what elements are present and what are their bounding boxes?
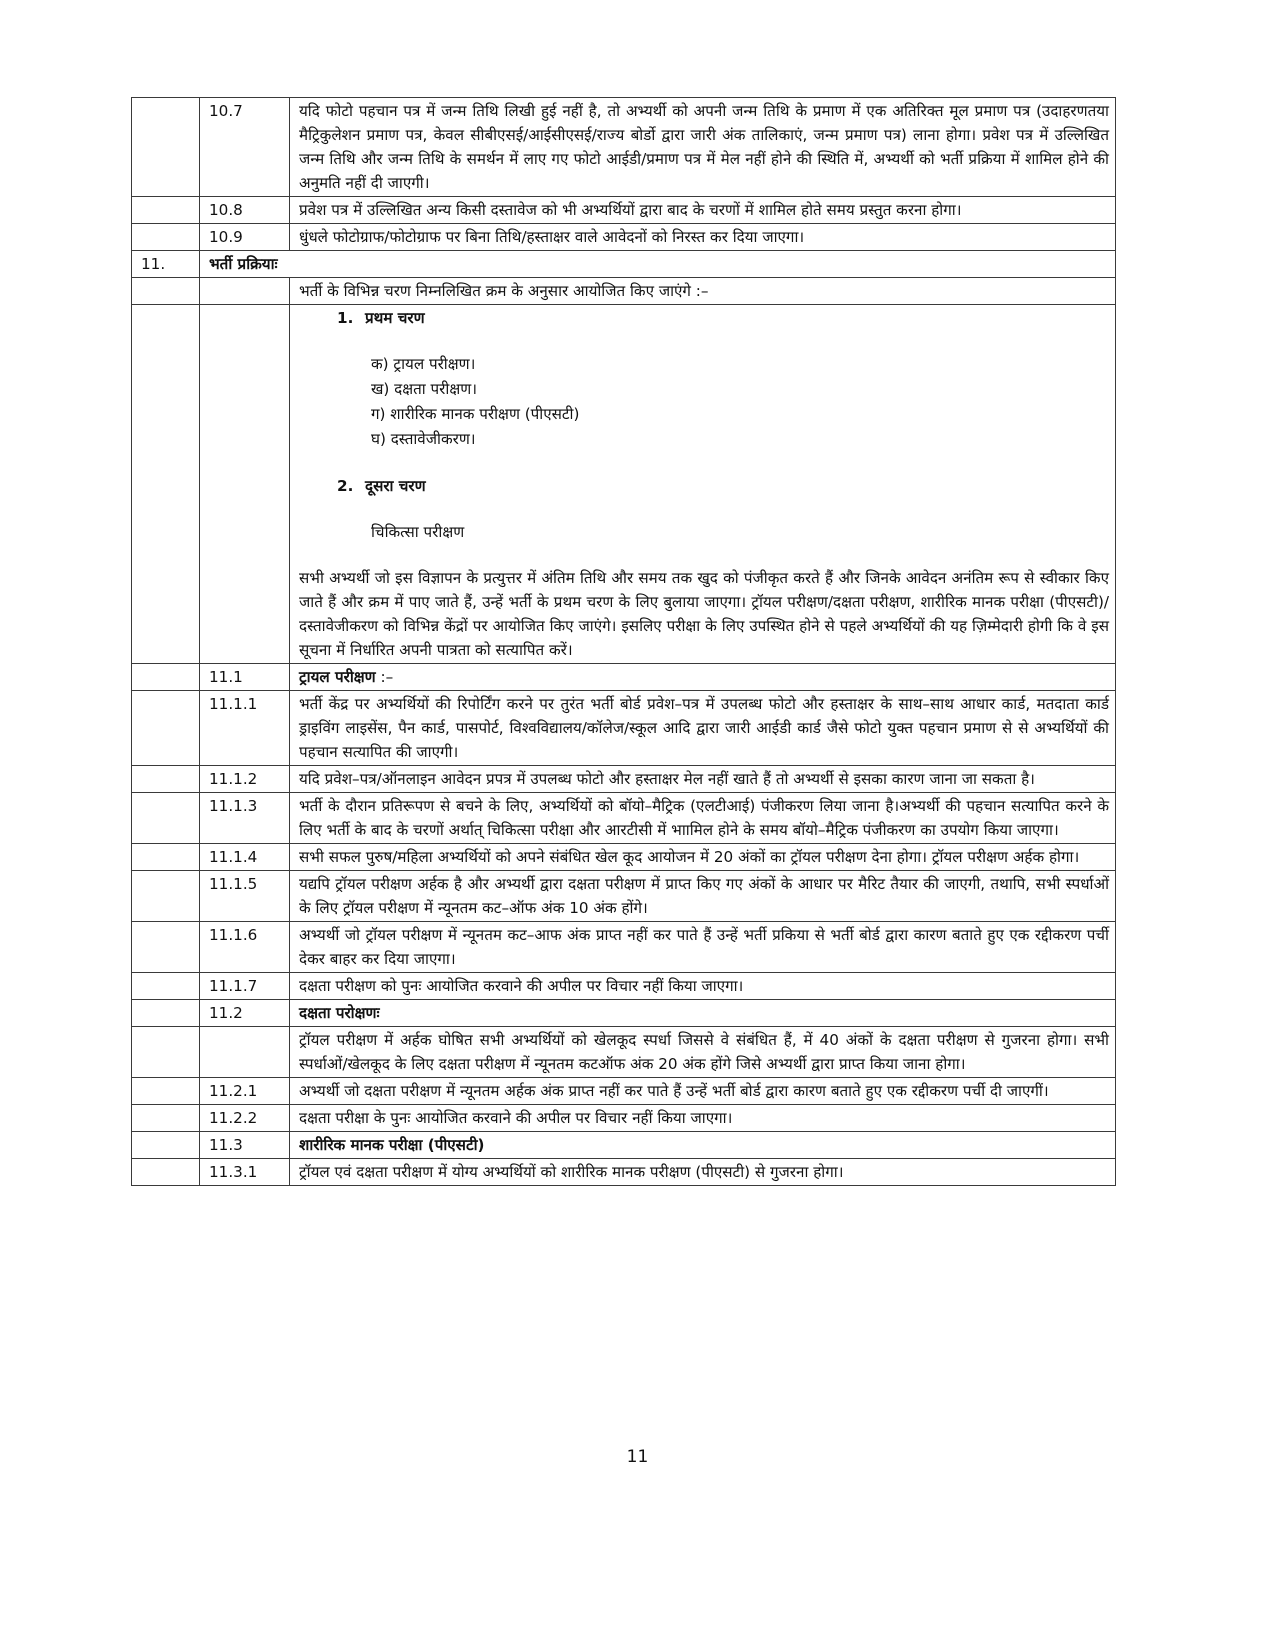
phase-1-title [337, 306, 1109, 330]
clause-number: 11.1.3 [200, 793, 290, 844]
phases-cell [290, 305, 1116, 664]
phase-2-title [337, 474, 1109, 498]
clause-number: 11.1.2 [200, 766, 290, 793]
section-cell [132, 1159, 200, 1186]
clause-number: 10.7 [200, 98, 290, 197]
clause-title-suffix: :– [375, 668, 394, 686]
table-row [132, 793, 1116, 844]
table-row [132, 766, 1116, 793]
section-cell [132, 844, 200, 871]
section-title: भर्ती प्रक्रियाः [200, 251, 1116, 278]
clause-number: 11.1.1 [200, 691, 290, 766]
clause-text: यद्यपि ट्रॉयल परीक्षण अर्हक है और अभ्यर्थी द्वारा दक्षता परीक्षण में प्राप्त किए गए अंकों के आधार पर मैरिट तैयार की जाएगी, तथापि, सभी स्पर्धाओं के लिए ट्रॉयल परीक्षण में न्यूनतम कट–ऑफ अंक 10 अंक होंगे। [290, 871, 1116, 922]
clause-number: 11.3.1 [200, 1159, 290, 1186]
list-item: ग) शारीरिक मानक परीक्षण (पीएसटी) [371, 405, 580, 423]
clause-text: ट्रॉयल एवं दक्षता परीक्षण में योग्य अभ्यर्थियों को शारीरिक मानक परीक्षण (पीएसटी) से गुजरना होगा। [290, 1159, 1116, 1186]
clause-heading [290, 664, 1116, 691]
clause-number [200, 278, 290, 305]
section-cell [132, 1105, 200, 1132]
table-row [132, 1159, 1116, 1186]
clause-title: शारीरिक मानक परीक्षा (पीएसटी) [290, 1132, 1116, 1159]
clause-number [200, 305, 290, 664]
table-row [132, 844, 1116, 871]
clause-text: भर्ती के विभिन्न चरण निम्नलिखित क्रम के अनुसार आयोजित किए जाएंगे :– [290, 278, 1116, 305]
phase-2-number: 2. [337, 477, 354, 495]
clause-text: यदि फोटो पहचान पत्र में जन्म तिथि लिखी हुई नहीं है, तो अभ्यर्थी को अपनी जन्म तिथि के प्रमाण में एक अतिरिक्त मूल प्रमाण पत्र (उदाहरणतया मैट्रिकुलेशन प्रमाण पत्र, केवल सीबीएसई/आईसीएसई/राज्य बोर्डो द्वारा जारी अंक तालिकाएं, जन्म प्रमाण पत्र) लाना होगा। प्रवेश पत्र में उल्लिखित जन्म तिथि और जन्म तिथि के समर्थन में लाए गए फोटो आईडी/प्रमाण पत्र में मेल नहीं होने की स्थिति में, अभ्यर्थी को भर्ती प्रक्रिया में शामिल होने की अनुमति नहीं दी जाएगी। [290, 98, 1116, 197]
clause-text: भर्ती के दौरान प्रतिरूपण से बचने के लिए, अभ्यर्थियों को बॉयो–मैट्रिक (एलटीआई) पंजीकरण लिया जाना है।अभ्यर्थी की पहचान सत्यापित करने के लिए भर्ती के बाद के चरणों अर्थात् चिकित्सा परीक्षा और आरटीसी में भाामिल होने के समय बॉयो–मैट्रिक पंजीकरण का उपयोग किया जाएगा। [290, 793, 1116, 844]
table-row [132, 98, 1116, 197]
table-row [132, 1000, 1116, 1027]
list-item: ख) दक्षता परीक्षण। [371, 380, 477, 398]
clause-number: 11.3 [200, 1132, 290, 1159]
clause-number [200, 1027, 290, 1078]
table-row [132, 224, 1116, 251]
table-row [132, 691, 1116, 766]
clause-title: ट्रायल परीक्षण [299, 668, 376, 686]
clause-text: अभ्यर्थी जो ट्रॉयल परीक्षण में न्यूनतम कट–आफ अंक प्राप्त नहीं कर पाते हैं उन्हें भर्ती प्रकिया से भर्ती बोर्ड द्वारा कारण बताते हुए एक रद्दीकरण पर्ची देकर बाहर कर दिया जाएगा। [290, 922, 1116, 973]
section-cell [132, 1132, 200, 1159]
section-cell [132, 1027, 200, 1078]
phase-1-label: प्रथम चरण [365, 309, 425, 327]
clause-text: भर्ती केंद्र पर अभ्यर्थियों की रिपोर्टिंग करने पर तुरंत भर्ती बोर्ड प्रवेश–पत्र में उपलब्ध फोटो और हस्ताक्षर के साथ–साथ आधार कार्ड, मतदाता कार्ड ड्राइविंग लाइसेंस, पैन कार्ड, पासपोर्ट, विश्वविद्यालय/कॉलेज/स्कूल आदि द्वारा जारी आईडी कार्ड जैसे फोटो युक्त पहचान प्रमाण से से अभ्यर्थियों की पहचान सत्यापित की जाएगी। [290, 691, 1116, 766]
section-cell [132, 305, 200, 664]
table-row [132, 664, 1116, 691]
clause-number: 11.1.6 [200, 922, 290, 973]
section-cell [132, 278, 200, 305]
table-row [132, 1027, 1116, 1078]
table-row [132, 871, 1116, 922]
clause-text: दक्षता परीक्षा के पुनः आयोजित करवाने की अपील पर विचार नहीं किया जाएगा। [290, 1105, 1116, 1132]
section-cell [132, 871, 200, 922]
phase-2-label: दूसरा चरण [365, 477, 426, 495]
section-cell [132, 664, 200, 691]
clause-number: 11.1.7 [200, 973, 290, 1000]
clause-text: प्रवेश पत्र में उल्लिखित अन्य किसी दस्तावेज को भी अभ्यर्थियों द्वारा बाद के चरणों में शामिल होते समय प्रस्तुत करना होगा। [290, 197, 1116, 224]
clause-number: 11.1.5 [200, 871, 290, 922]
section-heading-row [132, 251, 1116, 278]
table-row [132, 973, 1116, 1000]
table-row [132, 305, 1116, 664]
table-row [132, 1078, 1116, 1105]
table-row [132, 197, 1116, 224]
section-cell [132, 197, 200, 224]
clause-text: अभ्यर्थी जो दक्षता परीक्षण में न्यूनतम अर्हक अंक प्राप्त नहीं कर पाते हैं उन्हें भर्ती बोर्ड द्वारा कारण बताते हुए एक रद्दीकरण पर्ची दी जाएगीं। [290, 1078, 1116, 1105]
clause-number: 10.8 [200, 197, 290, 224]
clause-number: 11.1 [200, 664, 290, 691]
phase-2 [299, 474, 1109, 544]
clause-text: ट्रॉयल परीक्षण में अर्हक घोषित सभी अभ्यर्थियों को खेलकूद स्पर्धा जिससे वे संबंधित हैं, में 40 अंकों के दक्षता परीक्षण से गुजरना होगा। सभी स्पर्धाओं/खेलकूद के लिए दक्षता परीक्षण में न्यूनतम कटऑफ अंक 20 अंक होंगे जिसे अभ्यर्थी द्वारा प्राप्त किया जाना होगा। [290, 1027, 1116, 1078]
section-cell [132, 1000, 200, 1027]
section-number: 11. [132, 251, 200, 278]
list-item: घ) दस्तावेजीकरण। [371, 430, 476, 448]
clause-text: यदि प्रवेश–पत्र/ऑनलाइन आवेदन प्रपत्र में उपलब्ध फोटो और हस्ताक्षर मेल नहीं खाते हैं तो अभ्यर्थी से इसका कारण जाना जा सकता है। [290, 766, 1116, 793]
phases-paragraph: सभी अभ्यर्थी जो इस विज्ञापन के प्रत्युत्तर में अंतिम तिथि और समय तक खुद को पंजीकृत करते हैं और जिनके आवेदन अनंतिम रूप से स्वीकार किए जाते हैं और क्रम में पाए जाते हैं, उन्हें भर्ती के प्रथम चरण के लिए बुलाया जाएगा। ट्रॉयल परीक्षण/दक्षता परीक्षण, शारीरिक मानक परीक्षा (पीएसटी)/दस्तावेजीकरण को विभिन्न केंद्रों पर आयोजित किए जाएंगे। इसलिए परीक्षा के लिए उपस्थित होने से पहले अभ्यर्थियों की यह ज़िम्मेदारी होगी कि वे इस सूचना में निर्धारित अपनी पात्रता को सत्यापित करें। [299, 569, 1109, 659]
phase-1-list [337, 352, 1109, 452]
clause-text: सभी सफल पुरुष/महिला अभ्यर्थियों को अपने संबंधित खेल कूद आयोजन में 20 अंकों का ट्रॉयल परीक्षण देना होगा। ट्रॉयल परीक्षण अर्हक होगा। [290, 844, 1116, 871]
document-page [131, 97, 1115, 1186]
section-cell [132, 98, 200, 197]
clause-title: दक्षता परोक्षणः [290, 1000, 1116, 1027]
rules-table [131, 97, 1116, 1186]
section-cell [132, 766, 200, 793]
clause-number: 11.2 [200, 1000, 290, 1027]
phase-1-number: 1. [337, 309, 354, 327]
section-cell [132, 973, 200, 1000]
phase-2-item: चिकित्सा परीक्षण [371, 523, 465, 541]
section-cell [132, 922, 200, 973]
section-cell [132, 224, 200, 251]
list-item: क) ट्रायल परीक्षण। [371, 355, 476, 373]
table-row [132, 1132, 1116, 1159]
clause-number: 11.2.1 [200, 1078, 290, 1105]
table-row [132, 1105, 1116, 1132]
section-cell [132, 1078, 200, 1105]
section-cell [132, 691, 200, 766]
phase-1 [299, 306, 1109, 452]
clause-number: 10.9 [200, 224, 290, 251]
clause-number: 11.2.2 [200, 1105, 290, 1132]
clause-text: दक्षता परीक्षण को पुनः आयोजित करवाने की अपील पर विचार नहीं किया जाएगा। [290, 973, 1116, 1000]
section-cell [132, 793, 200, 844]
page-number: 11 [626, 1447, 649, 1467]
table-row [132, 278, 1116, 305]
clause-text: धुंधले फोटोग्राफ/फोटोग्राफ पर बिना तिथि/हस्ताक्षर वाले आवेदनों को निरस्त कर दिया जाएगा। [290, 224, 1116, 251]
clause-number: 11.1.4 [200, 844, 290, 871]
table-row [132, 922, 1116, 973]
